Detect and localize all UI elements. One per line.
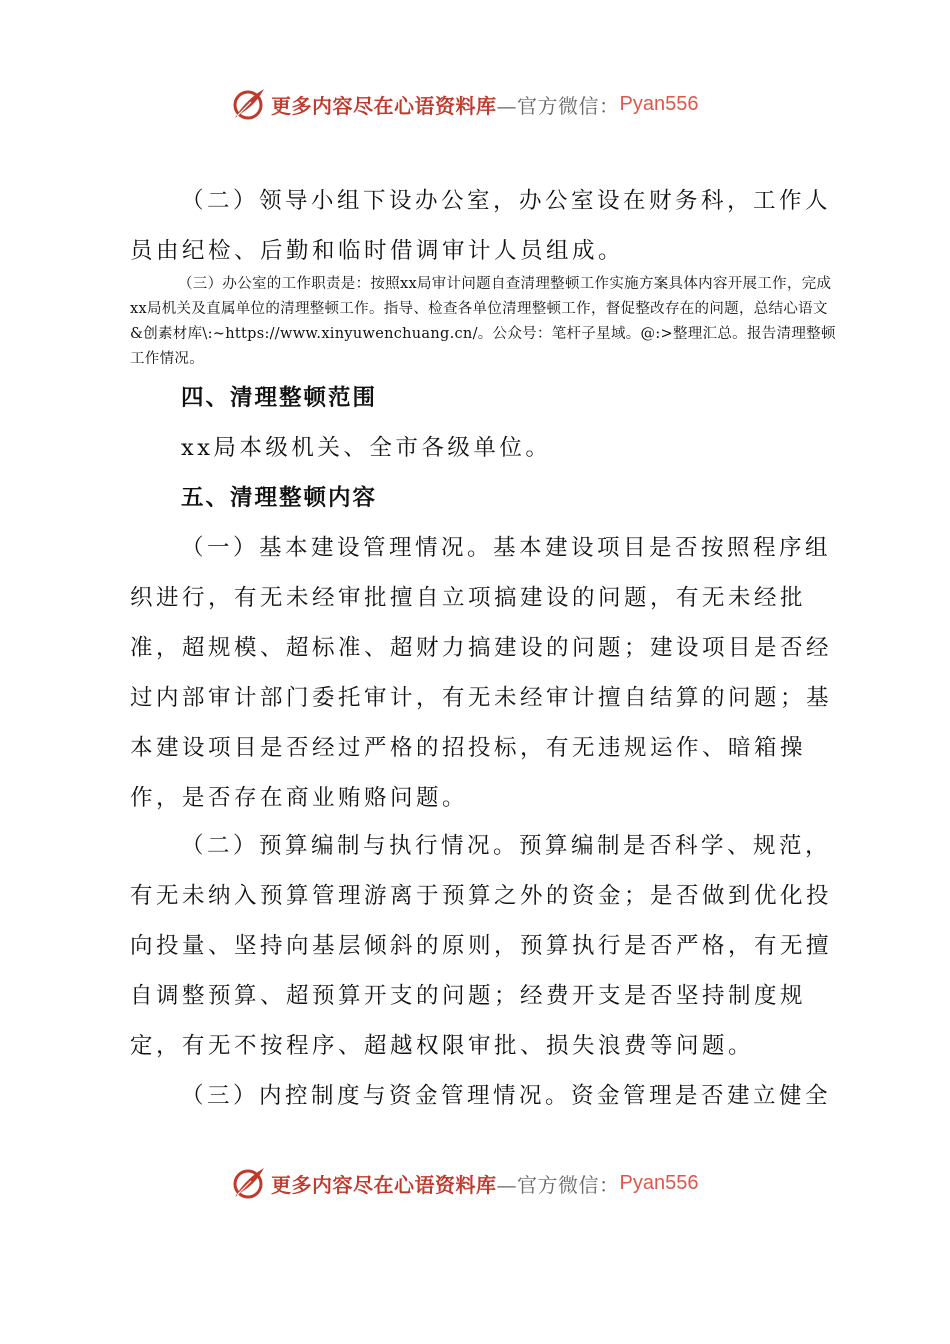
heading-content: 五、清理整顿内容: [181, 485, 378, 511]
banner-wechat-id: Pyan556: [619, 92, 699, 115]
footer-banner: [231, 1163, 698, 1203]
paragraph-office: （二）领导小组下设办公室，办公室设在财务科，工作人员由纪检、后勤和临时借调审计人员组成。: [130, 188, 832, 264]
feather-pen-logo-icon: [231, 86, 267, 122]
banner-title: 更多内容尽在心语资料库: [271, 1172, 497, 1197]
banner-wechat-id: Pyan556: [619, 1171, 699, 1194]
header-banner: [231, 84, 698, 124]
banner-separator: —官方微信：: [496, 93, 620, 118]
paragraph-scope: xx局本级机关、全市各级单位。: [181, 435, 552, 461]
heading-scope: 四、清理整顿范围: [181, 385, 378, 411]
paragraph-budget: （二）预算编制与执行情况。预算编制是否科学、规范，有无未纳入预算管理游离于预算之外的资金；是否做到优化投向投量、坚持向基层倾斜的原则，预算执行是否严格，有无擅自调整预算、超预算开支的问题；经费开支是否坚持制度规定，有无不按程序、超越权限审批、损失浪费等问题。: [130, 833, 833, 1059]
paragraph-construction: （一）基本建设管理情况。基本建设项目是否按照程序组织进行，有无未经审批擅自立项搞建设的问题，有无未经批准，超规模、超标准、超财力搞建设的问题；建设项目是否经过内部审计部门委托审计，有无未经审计擅自结算的问题；基本建设项目是否经过严格的招投标，有无违规运作、暗箱操作，是否存在商业贿赂问题。: [130, 535, 833, 811]
paragraph-internal-control: （三）内控制度与资金管理情况。资金管理是否建立健全: [181, 1083, 832, 1109]
paragraph-duties: （三）办公室的工作职责是：按照xx局审计问题自查清理整顿工作实施方案具体内容开展工作，完成xx局机关及直属单位的清理整顿工作。指导、检查各单位清理整顿工作，督促整改存在的问题，总结心语文&创素材库\:~https://www.xinyuwenchuang.cn/。公众号：笔杆子星域。@:>整理汇总。报告清理整顿工作情况。: [130, 276, 836, 367]
feather-pen-logo-icon: [231, 1165, 267, 1201]
banner-title: 更多内容尽在心语资料库: [271, 93, 497, 118]
banner-separator: —官方微信：: [496, 1172, 620, 1197]
